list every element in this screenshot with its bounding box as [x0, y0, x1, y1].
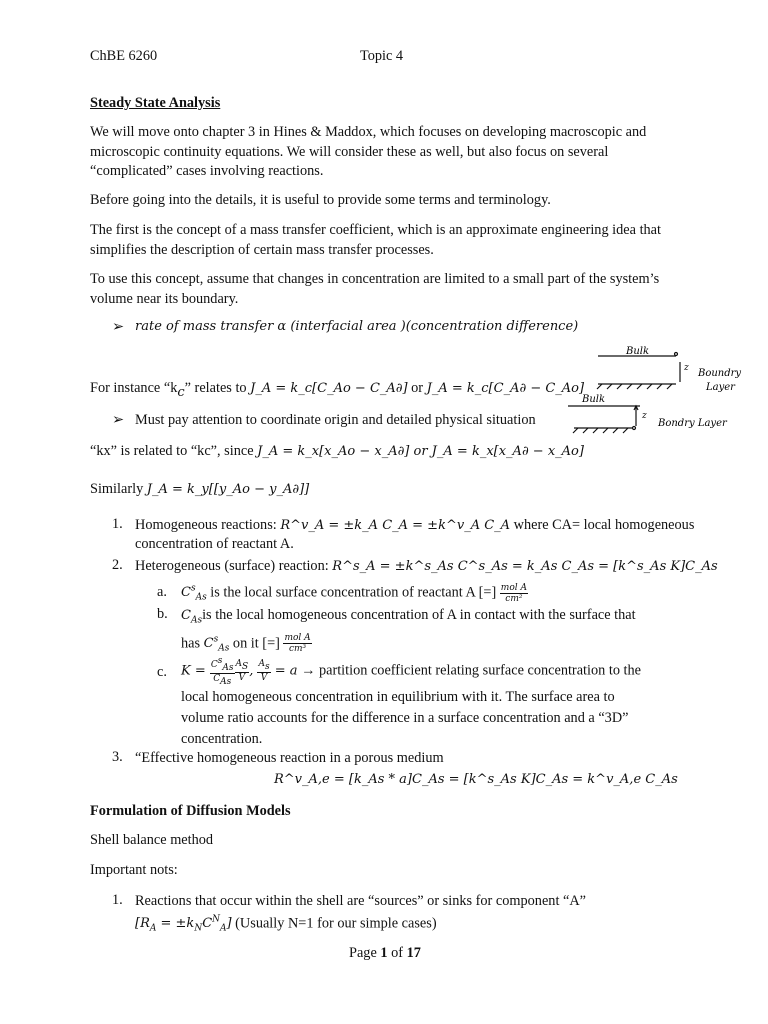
arrow-bullet-icon: ➢ — [112, 412, 124, 428]
paragraph-intro: We will move onto chapter 3 in Hines & Maddox, which focuses on developing macroscopic and microscopic continuity equations. We will consider these as well, but also focus on several “complicated” cases involving reactions. — [90, 124, 647, 179]
arrow-right-icon: → — [297, 662, 316, 679]
similarly-line: Similarly J_A = k_y[[y_Ao − y_A∂]] — [90, 481, 310, 497]
paragraph-mass-transfer: The first is the concept of a mass transfer coefficient, which is an approximate engineering idea that simplifies the description of certain mass transfer processes. — [90, 222, 662, 258]
sketch-boundary-label-1a: Boundry — [698, 368, 742, 379]
sublist-letter: a. — [157, 584, 167, 600]
sketch-bulk-label-1: Bulk — [626, 346, 650, 357]
kx-relation-line: “kx” is related to “kc”, since J_A = k_x[x_Ao − x_A∂] or J_A = k_x[x_A∂ − x_Ao] — [90, 443, 584, 459]
sublist-letter: b. — [157, 606, 168, 622]
porous-equation: R^v_A,e = [k_As * a]C_As = [k^s_As K]C_As = k^v_A,e C_As — [274, 772, 678, 787]
sublist-item-c: K = $\frac{C^s_{As}}{C_{As}}$ $\frac{A_S}{V}$ , $\frac{A_s}{V}$ = a → partition coefficient relating surface concentration to the local homogeneous concentration in equilibrium with it. The surface area to volume ratio accounts for the difference in a surface concentration and a “3D” concentration. — [181, 656, 642, 747]
sketch-bulk-label-2: Bulk — [582, 394, 606, 405]
list-item-porous: “Effective homogeneous reaction in a porous medium — [135, 750, 444, 766]
sketch-z-label-1: z — [684, 363, 689, 373]
sketch-boundary-label-1b: Layer — [706, 382, 735, 393]
sublist-letter: c. — [157, 664, 167, 680]
list-number: 2. — [112, 557, 123, 573]
course-code: ChBE 6260 — [90, 48, 158, 64]
topic-label: Topic 4 — [360, 48, 404, 64]
list-item-sources: Reactions that occur within the shell are “sources” or sinks for component “A” $[R_A = \pm k_NC^N_A]$ (Usually N=1 for our simple cases) — [135, 893, 587, 934]
paragraph-terms: Before going into the details, it is useful to provide some terms and terminology. — [90, 192, 551, 208]
boundary-layer-sketch — [568, 342, 768, 442]
sublist-item-a: $C^s_{As}$ is the local surface concentration of reactant A [=] $\frac{\text{mol A}}{\text{cm²}}$ — [181, 582, 527, 604]
section-title: Steady State Analysis — [90, 95, 221, 111]
page-number: Page 1 of 17 — [349, 945, 421, 961]
sketch-z-label-2: z — [642, 411, 647, 421]
bullet-rate-formula: rate of mass transfer α (interfacial area )(concentration difference) — [135, 319, 579, 334]
important-notes-label: Important nots: — [90, 862, 178, 878]
section-title: Formulation of Diffusion Models — [90, 803, 291, 819]
bullet-coordinate-note: Must pay attention to coordinate origin and detailed physical situation — [135, 412, 536, 428]
list-number: 1. — [112, 892, 123, 908]
list-number: 3. — [112, 749, 123, 765]
list-item-heterogeneous: Heterogeneous (surface) reaction: R^s_A = ±k^s_As C^s_As = k_As C_As = [k^s_As K]C_As — [135, 558, 718, 574]
instance-line: For instance “$k_c$” relates to J_A = k_c[C_Ao − C_A∂] or J_A = k_c[C_A∂ − C_Ao] — [90, 380, 585, 400]
list-item-homogeneous: Homogeneous reactions: R^v_A = ±k_A C_A = ±k^v_A C_A where CA= local homogeneous concentration of reactant A. — [135, 517, 695, 552]
arrow-bullet-icon: ➢ — [112, 319, 124, 335]
shell-balance-label: Shell balance method — [90, 832, 214, 848]
list-number: 1. — [112, 516, 123, 532]
sublist-item-b: $C_{As}is$ the local homogeneous concentration of A in contact with the surface that has $C^s_{As}$ on it [=] $\frac{\text{mol A}}{\text{cm³}}$ — [181, 607, 636, 655]
sketch-boundary-label-2: Bondry Layer — [658, 418, 727, 429]
paragraph-concept: To use this concept, assume that changes in concentration are limited to a small part of the system’s volume near its boundary. — [90, 271, 660, 307]
